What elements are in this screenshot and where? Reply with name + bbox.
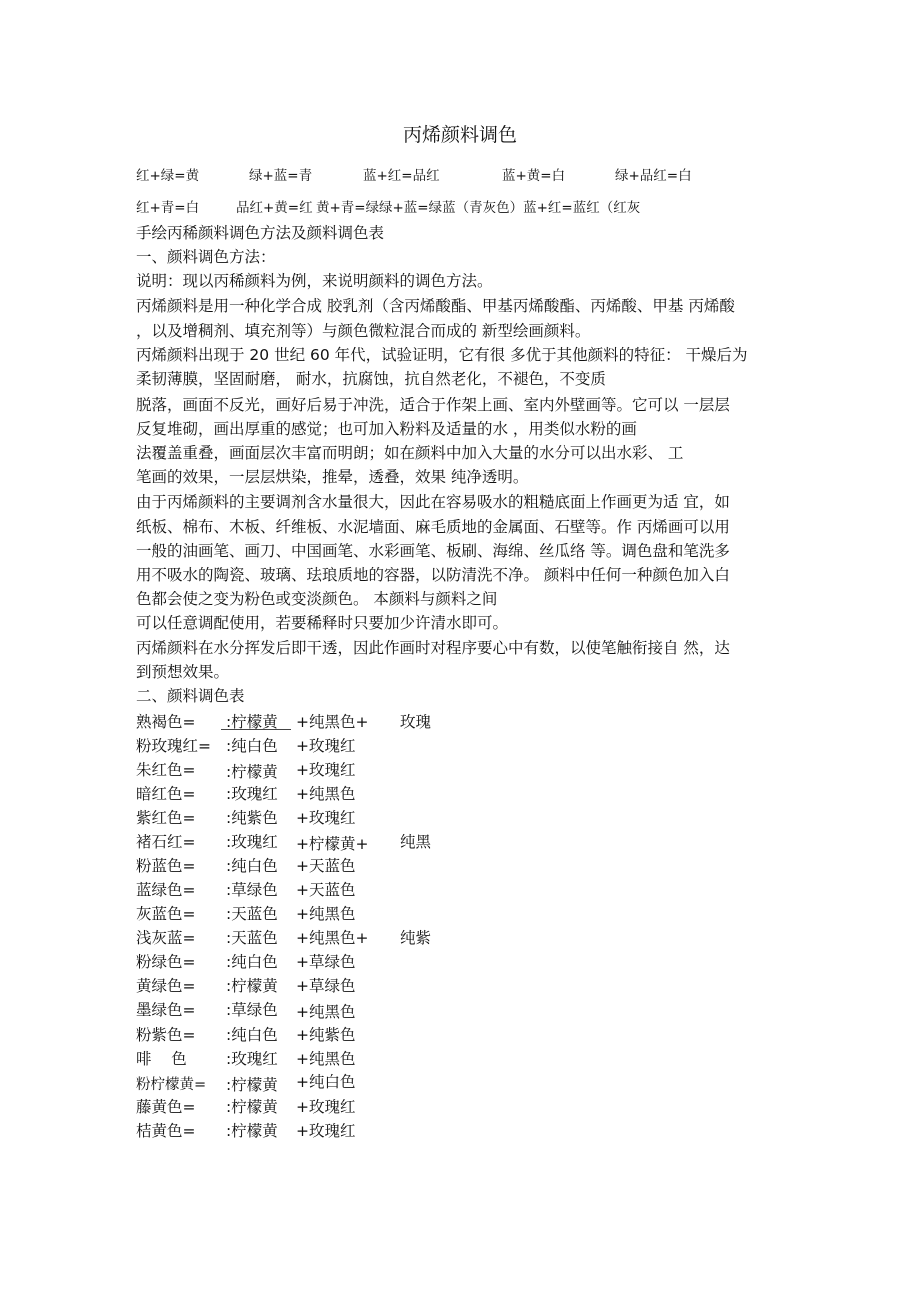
table-cell-color-name: 暗红色= <box>136 785 196 803</box>
table-cell-ingredient: +纯黑色 <box>296 1003 356 1021</box>
table-cell-ingredient: :柠檬黄 <box>226 1076 278 1094</box>
paragraph-line: 反复堆砌，画出厚重的感觉；也可加入粉料及适量的水 ，用类似水粉的画 <box>136 420 637 438</box>
table-cell-color-name: 啡 色 <box>136 1050 187 1068</box>
table-cell-ingredient: :柠檬黄 <box>226 1098 278 1116</box>
subtitle: 手绘丙稀颜料调色方法及颜料调色表 <box>136 224 385 242</box>
mix-rule: 绿+品红=白 <box>615 168 692 184</box>
table-cell-ingredient: +纯黑色+ <box>296 713 369 731</box>
table-cell-ingredient: +草绿色 <box>296 977 356 995</box>
mix-rule: 红+青=白 <box>136 200 200 216</box>
mix-rule: 绿+蓝=青 <box>249 168 313 184</box>
paragraph-line: 由于丙烯颜料的主要调剂含水量很大，因此在容易吸水的粗糙底面上作画更为适 宜，如 <box>136 493 730 511</box>
paragraph-line: 用不吸水的陶瓷、玻璃、珐琅质地的容器，以防清洗不净。 颜料中任何一种颜色加入白 <box>136 566 730 584</box>
paragraph-line: 脱落，画面不反光，画好后易于冲洗，适合于作架上画、室内外壁画等。它可以 一层层 <box>136 396 730 414</box>
section-heading-table: 二、颜料调色表 <box>136 687 245 705</box>
table-cell-color-name: 粉玫瑰红= <box>136 737 211 755</box>
table-cell-color-name: 浅灰蓝= <box>136 929 196 947</box>
table-cell-ingredient: :天蓝色 <box>226 929 278 947</box>
paragraph-line: 一般的油画笔、画刀、中国画笔、水彩画笔、板刷、海绵、丝瓜络 等。调色盘和笔洗多 <box>136 542 730 560</box>
paragraph-line: 丙烯颜料在水分挥发后即干透，因此作画时对程序要心中有数，以使笔触衔接自 然，达 <box>136 639 730 657</box>
table-cell-ingredient: 玫瑰 <box>400 713 432 731</box>
table-cell-ingredient: +玫瑰红 <box>296 809 356 827</box>
paragraph-line: 丙烯颜料是用一种化学合成 胶乳剂（含丙烯酸酯、甲基丙烯酸酯、丙烯酸、甲基 丙烯酸 <box>136 297 735 315</box>
table-cell-ingredient: :纯白色 <box>226 1026 278 1044</box>
table-cell-ingredient: :玫瑰红 <box>226 833 278 851</box>
table-cell-color-name: 粉蓝色= <box>136 857 196 875</box>
table-cell-color-name: 墨绿色= <box>136 1001 196 1019</box>
table-cell-ingredient: +柠檬黄+ <box>296 835 369 853</box>
table-cell-ingredient: +玫瑰红 <box>296 737 356 755</box>
paragraph-line: 可以任意调配使用，若要稀释时只要加少许清水即可。 <box>136 614 509 632</box>
mix-rule: 品红+黄=红 <box>236 200 313 216</box>
table-cell-ingredient: :柠檬黄 <box>226 713 278 731</box>
table-cell-ingredient: +天蓝色 <box>296 857 356 875</box>
table-cell-ingredient: +玫瑰红 <box>296 1098 356 1116</box>
table-cell-ingredient: :柠檬黄 <box>226 977 278 995</box>
intro-text: 说明：现以丙稀颜料为例，来说明颜料的调色方法。 <box>136 272 493 290</box>
table-cell-ingredient: 纯黑 <box>400 833 432 851</box>
paragraph-line: 柔韧薄膜，坚固耐磨， 耐水，抗腐蚀，抗自然老化，不褪色，不变质 <box>136 370 606 388</box>
table-cell-ingredient: :纯白色 <box>226 953 278 971</box>
table-cell-ingredient: +纯紫色 <box>296 1026 356 1044</box>
table-cell-color-name: 藤黄色= <box>136 1098 196 1116</box>
table-cell-color-name: 粉柠檬黄= <box>136 1077 207 1093</box>
paragraph-line: 丙烯颜料出现于 20 世纪 60 年代，试验证明，它有很 多优于其他颜料的特征： 干燥后为 <box>136 346 748 364</box>
paragraph-line: 法覆盖重叠，画面层次丰富而明朗；如在颜料中加入大量的水分可以出水彩、 工 <box>136 444 684 462</box>
mix-rule: 红+绿=黄 <box>136 168 200 184</box>
paragraph-line: ，以及增稠剂、填充剂等）与颜色微粒混合而成的 新型绘画颜料。 <box>136 322 591 340</box>
paragraph-line: 色都会使之变为粉色或变淡颜色。 本颜料与颜料之间 <box>136 590 498 608</box>
table-cell-ingredient: :天蓝色 <box>226 905 278 923</box>
table-cell-ingredient: +纯黑色 <box>296 905 356 923</box>
table-cell-color-name: 熟褐色= <box>136 713 196 731</box>
mix-rule: 绿+蓝=绿蓝（青灰色）蓝+红=蓝红（红灰 <box>379 200 641 216</box>
table-cell-ingredient: +天蓝色 <box>296 881 356 899</box>
table-cell-color-name: 灰蓝色= <box>136 905 196 923</box>
table-cell-color-name: 粉紫色= <box>136 1026 196 1044</box>
paragraph-line: 纸板、棉布、木板、纤维板、水泥墙面、麻毛质地的金属面、石壁等。作 丙烯画可以用 <box>136 518 730 536</box>
table-cell-ingredient: +纯黑色 <box>296 1050 356 1068</box>
table-cell-ingredient: :纯白色 <box>226 857 278 875</box>
table-cell-ingredient: :草绿色 <box>226 1001 278 1019</box>
table-cell-ingredient: :玫瑰红 <box>226 1050 278 1068</box>
table-cell-ingredient: :纯紫色 <box>226 809 278 827</box>
document-title: 丙烯颜料调色 <box>402 124 517 146</box>
table-cell-ingredient: :玫瑰红 <box>226 785 278 803</box>
section-heading-methods: 一、颜料调色方法： <box>136 248 276 266</box>
table-cell-ingredient: +玫瑰红 <box>296 1122 356 1140</box>
table-cell-ingredient: :柠檬黄 <box>226 1122 278 1140</box>
table-cell-ingredient: +纯黑色 <box>296 785 356 803</box>
table-cell-color-name: 黄绿色= <box>136 977 196 995</box>
mix-rule: 蓝+黄=白 <box>502 168 566 184</box>
table-cell-ingredient: :柠檬黄 <box>226 763 278 781</box>
table-cell-color-name: 朱红色= <box>136 761 196 779</box>
mix-rule: 黄+青=绿 <box>316 200 380 216</box>
table-cell-ingredient: +草绿色 <box>296 953 356 971</box>
paragraph-line: 笔画的效果，一层层烘染，推晕，透叠，效果 纯净透明。 <box>136 468 529 486</box>
mix-rule: 蓝+红=品红 <box>363 168 440 184</box>
table-cell-ingredient: :纯白色 <box>226 737 278 755</box>
table-cell-ingredient: +玫瑰红 <box>296 761 356 779</box>
table-cell-color-name: 粉绿色= <box>136 953 196 971</box>
table-cell-ingredient: +纯黑色+ <box>296 929 369 947</box>
table-cell-ingredient: :草绿色 <box>226 881 278 899</box>
table-cell-ingredient: 纯紫 <box>400 929 432 947</box>
table-cell-ingredient: +纯白色 <box>296 1073 356 1091</box>
table-cell-color-name: 褚石红= <box>136 833 196 851</box>
table-cell-color-name: 紫红色= <box>136 809 196 827</box>
paragraph-line: 到预想效果。 <box>136 663 230 681</box>
table-cell-color-name: 蓝绿色= <box>136 881 196 899</box>
table-cell-color-name: 桔黄色= <box>136 1122 196 1140</box>
